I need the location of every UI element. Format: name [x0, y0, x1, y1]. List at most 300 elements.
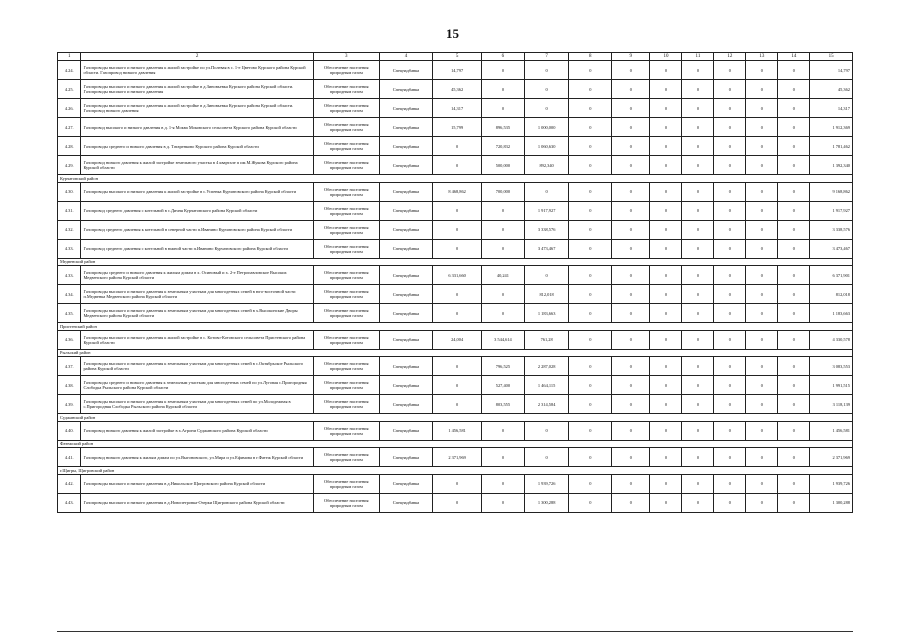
object-name: Газопроводы высокого и низкого давления к жилой застройке по ул.Полевая в с. 1-е Цветово Курского района Курской области. Газопровод низкого давления: [81, 61, 313, 80]
amount-cell: 0: [612, 118, 650, 137]
amount-cell: 0: [746, 156, 778, 175]
amount-cell: 0: [650, 118, 682, 137]
object-name: Газопроводы высокого и низкого давления в д.Никольское Щигровского района Курской области: [81, 474, 313, 493]
amount-cell: 0: [714, 137, 746, 156]
column-header-15: 15: [810, 53, 853, 61]
object-name: Газопровод среднего давления с котельной в южной части п.Иванино Курчатовского района Курской области: [81, 239, 313, 258]
amount-cell: 0: [433, 156, 482, 175]
amount-cell: 0: [650, 395, 682, 414]
column-header-4: 4: [379, 53, 432, 61]
amount-cell: 0: [714, 304, 746, 323]
amount-cell: 0: [778, 137, 810, 156]
amount-cell: 0: [650, 99, 682, 118]
object-name: Газопроводы высокого и низкого давления к жилой застройке в д.Зиновьевка Курского района Курской области. Газопровод низкого давления: [81, 99, 313, 118]
table-row: [58, 137, 853, 156]
table-row: [58, 376, 853, 395]
goal-category: Обеспечение населения природным газом: [313, 137, 379, 156]
total-cell: 6 371,901: [810, 266, 853, 285]
amount-cell: 0: [714, 421, 746, 440]
funding-source: Спецнадбавка: [379, 137, 432, 156]
amount-cell: 0: [433, 285, 482, 304]
total-cell: 1 392,340: [810, 156, 853, 175]
funding-source: Спецнадбавка: [379, 376, 432, 395]
amount-cell: 0: [714, 99, 746, 118]
amount-cell: 0: [682, 448, 714, 467]
amount-cell: 0: [714, 357, 746, 376]
total-cell: 3 473,467: [810, 239, 853, 258]
amount-cell: 0: [482, 239, 525, 258]
row-number: 4.35.: [58, 304, 81, 323]
amount-cell: 1 060,630: [524, 137, 569, 156]
amount-cell: 0: [650, 239, 682, 258]
table-row: [58, 239, 853, 258]
row-number: 4.43.: [58, 493, 81, 512]
table-row: [58, 357, 853, 376]
goal-category: Обеспечение населения природным газом: [313, 266, 379, 285]
amount-cell: 0: [433, 201, 482, 220]
amount-cell: 0: [682, 357, 714, 376]
section-label: Медвенский район: [58, 258, 853, 266]
amount-cell: 0: [746, 220, 778, 239]
page-number: 15: [446, 26, 459, 41]
table-row: [58, 99, 853, 118]
section-label: Рыльский район: [58, 349, 853, 357]
column-header-11: 11: [682, 53, 714, 61]
object-name: Газопроводы высокого и низкого давления к жилой застройке в с. Котово-Котовского сельсовета Пристенского района Курской области: [81, 330, 313, 349]
table-row: [58, 474, 853, 493]
amount-cell: 0: [482, 448, 525, 467]
amount-cell: 0: [482, 304, 525, 323]
goal-category: Обеспечение населения природным газом: [313, 61, 379, 80]
amount-cell: 0: [778, 474, 810, 493]
total-cell: 1 917,927: [810, 201, 853, 220]
total-cell: 3 338,576: [810, 220, 853, 239]
amount-cell: 0: [682, 137, 714, 156]
row-number: 4.25.: [58, 80, 81, 99]
amount-cell: 0: [433, 395, 482, 414]
goal-category: Обеспечение населения природным газом: [313, 376, 379, 395]
amount-cell: 0: [778, 376, 810, 395]
amount-cell: 0: [650, 220, 682, 239]
object-name: Газопровод среднего давления к котельной в северной части п.Иванино Курчатовского района Курской области: [81, 220, 313, 239]
amount-cell: 0: [778, 493, 810, 512]
amount-cell: 0: [746, 376, 778, 395]
amount-cell: 0: [682, 201, 714, 220]
amount-cell: 0: [569, 376, 612, 395]
table-row: [58, 80, 853, 99]
funding-table: [57, 52, 853, 513]
amount-cell: 1 917,927: [524, 201, 569, 220]
goal-category: Обеспечение населения природным газом: [313, 330, 379, 349]
column-header-12: 12: [714, 53, 746, 61]
funding-source: Спецнадбавка: [379, 201, 432, 220]
amount-cell: 0: [746, 448, 778, 467]
total-cell: 1 183,663: [810, 304, 853, 323]
row-number: 4.27.: [58, 118, 81, 137]
amount-cell: 24,004: [433, 330, 482, 349]
amount-cell: 0: [612, 156, 650, 175]
table-row: [58, 421, 853, 440]
amount-cell: 0: [650, 285, 682, 304]
total-cell: 14,317: [810, 99, 853, 118]
goal-category: Обеспечение населения природным газом: [313, 493, 379, 512]
amount-cell: 0: [482, 421, 525, 440]
row-number: 4.31.: [58, 201, 81, 220]
goal-category: Обеспечение населения природным газом: [313, 285, 379, 304]
table-row: [58, 156, 853, 175]
amount-cell: 796,525: [482, 357, 525, 376]
amount-cell: 0: [714, 61, 746, 80]
amount-cell: 0: [714, 80, 746, 99]
amount-cell: 0: [650, 448, 682, 467]
total-cell: 9 168,862: [810, 182, 853, 201]
object-name: Газопровод высокого и низкого давления в д. 1-я Моква Моковского сельсовета Курского района Курской области: [81, 118, 313, 137]
amount-cell: 0: [714, 201, 746, 220]
funding-source: Спецнадбавка: [379, 474, 432, 493]
goal-category: Обеспечение населения природным газом: [313, 220, 379, 239]
amount-cell: 0: [778, 330, 810, 349]
amount-cell: 0: [612, 376, 650, 395]
amount-cell: 0: [746, 99, 778, 118]
amount-cell: 0: [714, 330, 746, 349]
amount-cell: 0: [569, 156, 612, 175]
table-row: [58, 201, 853, 220]
amount-cell: 0: [682, 239, 714, 258]
amount-cell: 0: [778, 99, 810, 118]
goal-category: Обеспечение населения природным газом: [313, 99, 379, 118]
amount-cell: 0: [682, 421, 714, 440]
amount-cell: 0: [569, 357, 612, 376]
amount-cell: 1 000,000: [524, 118, 569, 137]
funding-source: Спецнадбавка: [379, 239, 432, 258]
amount-cell: 700,000: [482, 182, 525, 201]
amount-cell: 1 464,115: [524, 376, 569, 395]
amount-cell: 0: [682, 376, 714, 395]
object-name: Газопровод низкого давления к жилой застройке в х.Агрони Суджанского района Курской области: [81, 421, 313, 440]
object-name: Газопроводы высокого и низкого давления к земельным участкам для многодетных семей в х.Высоконские Дворы Медвенского района Курской области: [81, 304, 313, 323]
amount-cell: 0: [612, 137, 650, 156]
row-number: 4.41.: [58, 448, 81, 467]
amount-cell: 0: [682, 304, 714, 323]
amount-cell: 0: [714, 182, 746, 201]
amount-cell: 0: [746, 493, 778, 512]
table-row: [58, 182, 853, 201]
amount-cell: 0: [682, 61, 714, 80]
amount-cell: 0: [524, 61, 569, 80]
amount-cell: 0: [682, 395, 714, 414]
object-name: Газопроводы высокого и низкого давления в д.Новопетровка-Озерки Щигровского района Курской области: [81, 493, 313, 512]
funding-source: Спецнадбавка: [379, 395, 432, 414]
amount-cell: 0: [778, 239, 810, 258]
funding-source: Спецнадбавка: [379, 80, 432, 99]
row-number: 4.29.: [58, 156, 81, 175]
amount-cell: 0: [746, 474, 778, 493]
total-cell: 2 371,969: [810, 448, 853, 467]
amount-cell: 0: [612, 421, 650, 440]
total-cell: 1 991,515: [810, 376, 853, 395]
row-number: 4.39.: [58, 395, 81, 414]
amount-cell: 0: [682, 266, 714, 285]
amount-cell: 0: [569, 99, 612, 118]
object-name: Газопроводы среднего и низкого давления к жилым домам в х. Осиновый и х. 2-е Петропавловское Высоких Медвенского района Курской области: [81, 266, 313, 285]
table-row: [58, 285, 853, 304]
amount-cell: 0: [612, 182, 650, 201]
amount-cell: 45,362: [433, 80, 482, 99]
amount-cell: 0: [682, 330, 714, 349]
total-cell: 45,362: [810, 80, 853, 99]
section-label: Фатежский район: [58, 440, 853, 448]
amount-cell: 0: [433, 376, 482, 395]
amount-cell: 0: [482, 99, 525, 118]
amount-cell: 0: [433, 493, 482, 512]
amount-cell: 0: [612, 474, 650, 493]
section-row: [58, 349, 853, 357]
row-number: 4.36.: [58, 330, 81, 349]
amount-cell: 0: [714, 266, 746, 285]
amount-cell: 0: [682, 99, 714, 118]
object-name: Газопровод среднего давления с котельной в с.Дичня Курчатовского района Курской области: [81, 201, 313, 220]
amount-cell: 0: [482, 493, 525, 512]
goal-category: Обеспечение населения природным газом: [313, 118, 379, 137]
amount-cell: 0: [778, 61, 810, 80]
amount-cell: 0: [569, 421, 612, 440]
amount-cell: 0: [746, 137, 778, 156]
row-number: 4.26.: [58, 99, 81, 118]
column-header-6: 6: [482, 53, 525, 61]
amount-cell: 0: [482, 61, 525, 80]
amount-cell: 0: [650, 201, 682, 220]
amount-cell: 0: [482, 285, 525, 304]
amount-cell: 0: [650, 304, 682, 323]
amount-cell: 0: [569, 266, 612, 285]
amount-cell: 14,797: [433, 61, 482, 80]
amount-cell: 0: [778, 118, 810, 137]
amount-cell: 0: [746, 201, 778, 220]
amount-cell: 0: [650, 156, 682, 175]
amount-cell: 0: [569, 220, 612, 239]
funding-source: Спецнадбавка: [379, 118, 432, 137]
amount-cell: 1 456,581: [433, 421, 482, 440]
column-header-13: 13: [746, 53, 778, 61]
amount-cell: 892,340: [524, 156, 569, 175]
amount-cell: 0: [778, 80, 810, 99]
funding-source: Спецнадбавка: [379, 266, 432, 285]
amount-cell: 0: [612, 285, 650, 304]
object-name: Газопроводы высокого и низкого давления к земельным участкам для многодетных семей по ул.Молодежная в с.Пригородняя Слободка Рыльского района Курской области: [81, 395, 313, 414]
object-name: Газопроводы среднего и низкого давления в д. Татаренково Курского района Курской области: [81, 137, 313, 156]
amount-cell: 0: [682, 80, 714, 99]
amount-cell: 720,832: [482, 137, 525, 156]
amount-cell: 0: [746, 330, 778, 349]
section-label: г.Щигры, Щигровский район: [58, 467, 853, 475]
column-header-10: 10: [650, 53, 682, 61]
row-number: 4.32.: [58, 220, 81, 239]
funding-source: Спецнадбавка: [379, 285, 432, 304]
object-name: Газопроводы высокого и низкого давления к жилой застройке в д.Зиновьевка Курского района Курской области. Газопроводы высокого и низкого давления: [81, 80, 313, 99]
amount-cell: 0: [746, 61, 778, 80]
amount-cell: 0: [778, 357, 810, 376]
amount-cell: 0: [612, 304, 650, 323]
goal-category: Обеспечение населения природным газом: [313, 304, 379, 323]
goal-category: Обеспечение населения природным газом: [313, 156, 379, 175]
amount-cell: 0: [612, 220, 650, 239]
amount-cell: 0: [433, 220, 482, 239]
amount-cell: 0: [746, 421, 778, 440]
amount-cell: 2 287,028: [524, 357, 569, 376]
amount-cell: 0: [650, 357, 682, 376]
total-cell: 1 912,369: [810, 118, 853, 137]
amount-cell: 0: [650, 330, 682, 349]
column-header-14: 14: [778, 53, 810, 61]
amount-cell: 0: [433, 474, 482, 493]
amount-cell: 1 939,726: [524, 474, 569, 493]
amount-cell: 0: [569, 493, 612, 512]
section-label: Суджанский район: [58, 414, 853, 422]
amount-cell: 0: [569, 61, 612, 80]
column-header-1: 1: [58, 53, 81, 61]
amount-cell: 0: [524, 99, 569, 118]
object-name: Газопровод низкого давления к жилым домам по ул.Выгоновского, ул.Мира и ул.Ефимова в г.Фатеж Курской области: [81, 448, 313, 467]
table-body: [58, 61, 853, 513]
amount-cell: 15,799: [433, 118, 482, 137]
amount-cell: 500,000: [482, 156, 525, 175]
table-row: [58, 61, 853, 80]
object-name: Газопроводы высокого и низкого давления к жилой застройке в с.Успенка Курчатовского района Курской области: [81, 182, 313, 201]
amount-cell: 0: [524, 80, 569, 99]
amount-cell: 0: [569, 137, 612, 156]
amount-cell: 0: [650, 182, 682, 201]
object-name: Газопровод низкого давления к жилой застройке земельного участка в 4 квартале п им.М.Жукова Курского района Курской области: [81, 156, 313, 175]
amount-cell: 0: [746, 80, 778, 99]
amount-cell: 0: [746, 304, 778, 323]
table-row: [58, 266, 853, 285]
amount-cell: 0: [650, 80, 682, 99]
goal-category: Обеспечение населения природным газом: [313, 80, 379, 99]
table-header: [58, 53, 853, 61]
amount-cell: 0: [524, 182, 569, 201]
amount-cell: 0: [569, 395, 612, 414]
amount-cell: 0: [778, 220, 810, 239]
column-header-5: 5: [433, 53, 482, 61]
amount-cell: 527,400: [482, 376, 525, 395]
amount-cell: 0: [569, 474, 612, 493]
row-number: 4.38.: [58, 376, 81, 395]
amount-cell: 0: [482, 80, 525, 99]
amount-cell: 0: [778, 182, 810, 201]
amount-cell: 0: [778, 266, 810, 285]
total-cell: 4 330,578: [810, 330, 853, 349]
table-row: [58, 330, 853, 349]
amount-cell: 0: [682, 474, 714, 493]
amount-cell: 1 300,288: [524, 493, 569, 512]
amount-cell: 0: [569, 182, 612, 201]
amount-cell: 1 183,663: [524, 304, 569, 323]
funding-source: Спецнадбавка: [379, 61, 432, 80]
column-header-7: 7: [524, 53, 569, 61]
row-number: 4.24.: [58, 61, 81, 80]
amount-cell: 0: [612, 80, 650, 99]
funding-source: Спецнадбавка: [379, 304, 432, 323]
row-number: 4.33.: [58, 266, 81, 285]
amount-cell: 0: [714, 220, 746, 239]
amount-cell: 896,535: [482, 118, 525, 137]
amount-cell: 0: [569, 80, 612, 99]
amount-cell: 0: [433, 137, 482, 156]
table-row: [58, 395, 853, 414]
amount-cell: 0: [746, 239, 778, 258]
amount-cell: 0: [612, 266, 650, 285]
column-header-8: 8: [569, 53, 612, 61]
amount-cell: 0: [778, 304, 810, 323]
column-header-2: 2: [81, 53, 313, 61]
amount-cell: 0: [482, 474, 525, 493]
row-number: 4.34.: [58, 285, 81, 304]
amount-cell: 3 338,576: [524, 220, 569, 239]
amount-cell: 0: [714, 493, 746, 512]
amount-cell: 0: [778, 448, 810, 467]
row-number: 4.33.: [58, 239, 81, 258]
section-row: [58, 440, 853, 448]
amount-cell: 0: [482, 201, 525, 220]
amount-cell: 0: [612, 201, 650, 220]
amount-cell: 14,317: [433, 99, 482, 118]
amount-cell: 0: [714, 118, 746, 137]
amount-cell: 0: [433, 304, 482, 323]
amount-cell: 0: [746, 357, 778, 376]
funding-source: Спецнадбавка: [379, 330, 432, 349]
amount-cell: 0: [714, 285, 746, 304]
amount-cell: 0: [612, 493, 650, 512]
amount-cell: 0: [650, 61, 682, 80]
amount-cell: 812,018: [524, 285, 569, 304]
amount-cell: 0: [612, 448, 650, 467]
amount-cell: 0: [682, 182, 714, 201]
table-row: [58, 220, 853, 239]
goal-category: Обеспечение населения природным газом: [313, 239, 379, 258]
row-number: 4.37.: [58, 357, 81, 376]
amount-cell: 0: [524, 421, 569, 440]
section-row: [58, 467, 853, 475]
amount-cell: 0: [612, 357, 650, 376]
amount-cell: 2 314,584: [524, 395, 569, 414]
amount-cell: 0: [569, 448, 612, 467]
amount-cell: 0: [612, 239, 650, 258]
row-number: 4.30.: [58, 182, 81, 201]
amount-cell: 3 544,614: [482, 330, 525, 349]
amount-cell: 0: [682, 156, 714, 175]
amount-cell: 6 331,660: [433, 266, 482, 285]
amount-cell: 0: [569, 304, 612, 323]
amount-cell: 0: [524, 448, 569, 467]
funding-source: Спецнадбавка: [379, 493, 432, 512]
amount-cell: 0: [778, 395, 810, 414]
amount-cell: 0: [682, 220, 714, 239]
amount-cell: 8 468,862: [433, 182, 482, 201]
amount-cell: 0: [746, 118, 778, 137]
section-row: [58, 414, 853, 422]
goal-category: Обеспечение населения природным газом: [313, 448, 379, 467]
funding-source: Спецнадбавка: [379, 421, 432, 440]
amount-cell: 0: [650, 137, 682, 156]
amount-cell: 2 371,969: [433, 448, 482, 467]
amount-cell: 0: [569, 239, 612, 258]
amount-cell: 0: [778, 285, 810, 304]
object-name: Газопроводы среднего и низкого давления к земельным участкам для многодетных семей по ул.Луговая с.Пригородняя Слободка Рыльского района Курской области: [81, 376, 313, 395]
object-name: Газопроводы высокого и низкого давления к земельным участкам для многодетных семей в с.Октябрьское Рыльского района Курской области: [81, 357, 313, 376]
amount-cell: 0: [714, 239, 746, 258]
table-row: [58, 493, 853, 512]
amount-cell: 0: [714, 474, 746, 493]
